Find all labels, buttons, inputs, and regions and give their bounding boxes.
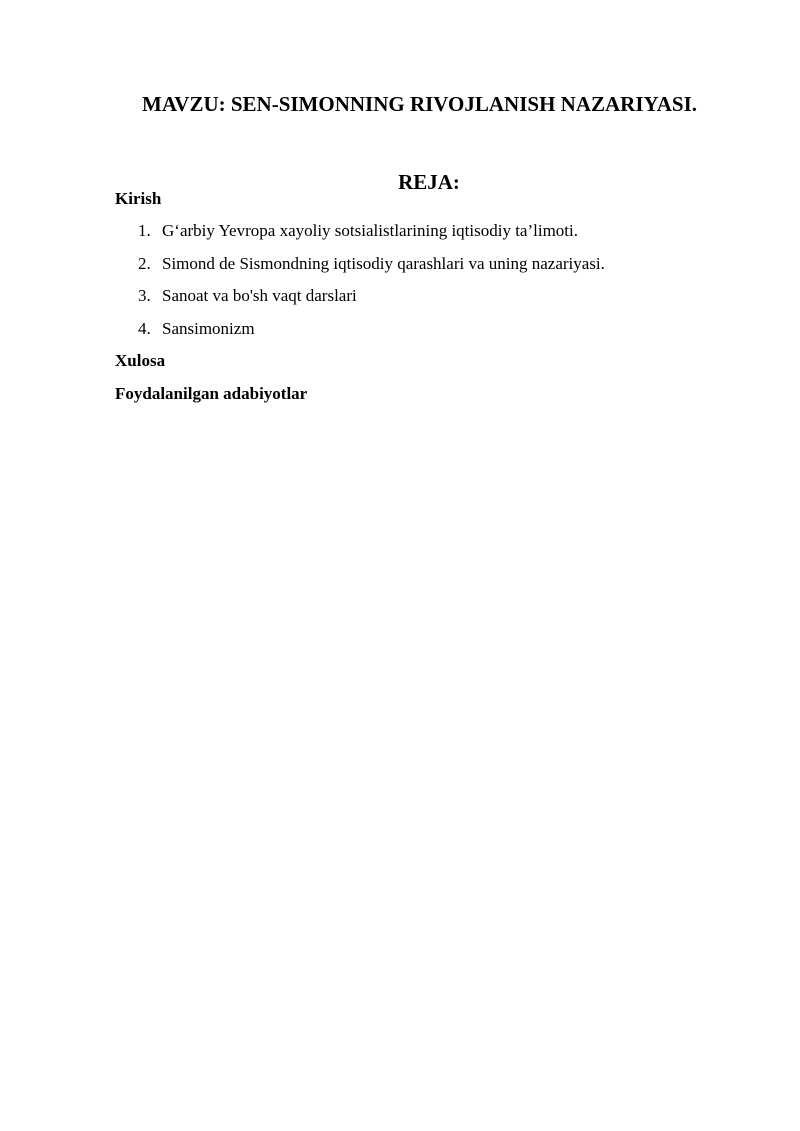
plan-heading: REJA: <box>398 170 460 195</box>
plan-item <box>138 285 605 318</box>
conclusion-heading: Xulosa <box>115 351 166 370</box>
references-heading: Foydalanilgan adabiyotlar <box>115 384 308 403</box>
plan-item-text: Sansimonizm <box>162 318 255 338</box>
plan-list <box>138 220 605 350</box>
plan-item-number: 2. <box>138 253 151 273</box>
plan-item-number: 3. <box>138 286 151 305</box>
plan-item-number: 4. <box>138 318 151 338</box>
introduction-heading: Kirish <box>115 189 162 208</box>
document-title: MAVZU: SEN-SIMONNING RIVOJLANISH NAZARIYASI. <box>142 92 698 117</box>
plan-item <box>138 318 605 351</box>
plan-item-text: G‘arbiy Yevropa xayoliy sotsialistlarining iqtisodiy ta’limoti. <box>162 221 578 240</box>
plan-item <box>138 253 605 286</box>
plan-item-text: Simond de Sismondning iqtisodiy qarashlari va uning nazariyasi. <box>162 253 605 273</box>
plan-item-text: Sanoat va bo'sh vaqt darslari <box>162 286 357 305</box>
plan-item <box>138 220 605 253</box>
plan-item-number: 1. <box>138 221 151 240</box>
